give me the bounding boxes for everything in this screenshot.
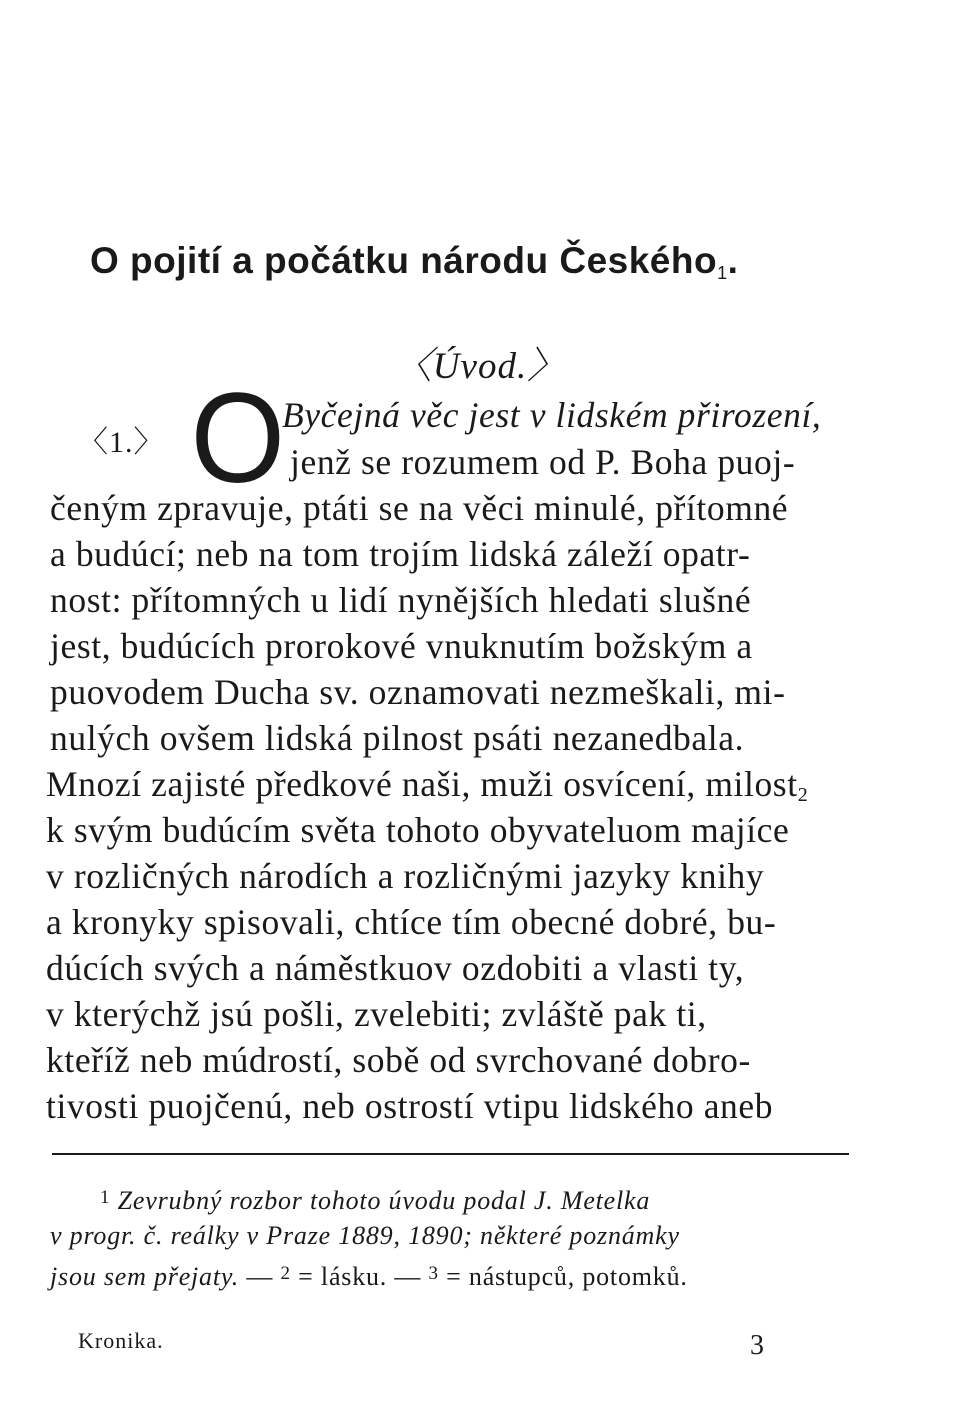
- body-line-11: v rozličných národích a rozličnými jazyky knihy: [46, 856, 765, 896]
- footnote-number-3: 3: [428, 1263, 439, 1284]
- subtitle: 〈Úvod.〉: [394, 346, 566, 387]
- page-title: [90, 240, 890, 284]
- title-footnote-ref: 1: [717, 263, 728, 283]
- page-number: 3: [750, 1330, 764, 1361]
- body-line-14: v kterýchž jsú pošli, zvelebiti; zvláště pak ti,: [46, 994, 707, 1034]
- body-line-15: kteříž neb múdrostí, sobě od svrchované dobro-: [46, 1040, 751, 1080]
- footnote-text-1: Zevrubný rozbor tohoto úvodu podal J. Metelka: [117, 1186, 651, 1215]
- footnote-number-2: 2: [280, 1263, 291, 1284]
- body-line-3: čeným zpravuje, ptáti se na věci minulé, přítomné: [50, 488, 789, 528]
- footnote-text-3c: = nástupců, potomků.: [446, 1262, 688, 1291]
- body-line-1: Byčejná věc jest v lidském přirození,: [282, 395, 822, 435]
- footnote-dash-a: —: [246, 1262, 274, 1291]
- title-text: O pojití a počátku národu Českého: [90, 240, 718, 281]
- body-line-5: nost: přítomných u lidí nynějších hledati slušné: [50, 580, 752, 620]
- body-line-13: [46, 946, 744, 991]
- body-line-16: tivosti puojčenú, neb ostrostí vtipu lidského aneb: [46, 1086, 774, 1126]
- footnote-divider: [52, 1153, 849, 1155]
- footnote-line-1: [100, 1180, 650, 1219]
- body-line-12: a kronyky spisovali, chtíce tím obecné dobré, bu-: [46, 902, 777, 942]
- body-line-9-text: Mnozí zajisté předkové naši, muži osvícení, milost: [46, 764, 798, 804]
- signature-mark: Kronika.: [78, 1328, 164, 1353]
- title-end: .: [727, 240, 739, 281]
- body-line-7: puovodem Ducha sv. oznamovati nezmeškali, mi-: [50, 672, 786, 712]
- dropcap-letter: O: [190, 367, 286, 510]
- footnote-text-3-italic: jsou sem přejaty.: [50, 1262, 240, 1291]
- body-line-2: jenž se rozumem od P. Boha puoj-: [290, 442, 796, 482]
- footnote-text-3b: = lásku. —: [298, 1262, 422, 1291]
- footnote-line-3: [50, 1256, 688, 1295]
- inline-ref-2: 2: [797, 784, 809, 806]
- body-line-13-text: dúcích svých a náměstkuov ozdobiti a vlasti ty,: [46, 948, 745, 988]
- footnote-text-2: v progr. č. reálky v Praze 1889, 1890; některé poznámky: [50, 1221, 680, 1250]
- footnote-line-2: [50, 1218, 680, 1254]
- body-line-10: k svým budúcím světa tohoto obyvateluom majíce: [46, 810, 790, 850]
- body-line-4: a budúcí; neb na tom trojím lidská záleží opatr-: [50, 534, 751, 574]
- section-marker: 〈1.〉: [78, 426, 165, 459]
- body-line-8: nulých ovšem lidská pilnost psáti nezanedbala.: [50, 718, 745, 758]
- body-line-6: jest, budúcích prorokové vnuknutím božským a: [50, 626, 753, 666]
- footnote-number-1: 1: [100, 1187, 111, 1208]
